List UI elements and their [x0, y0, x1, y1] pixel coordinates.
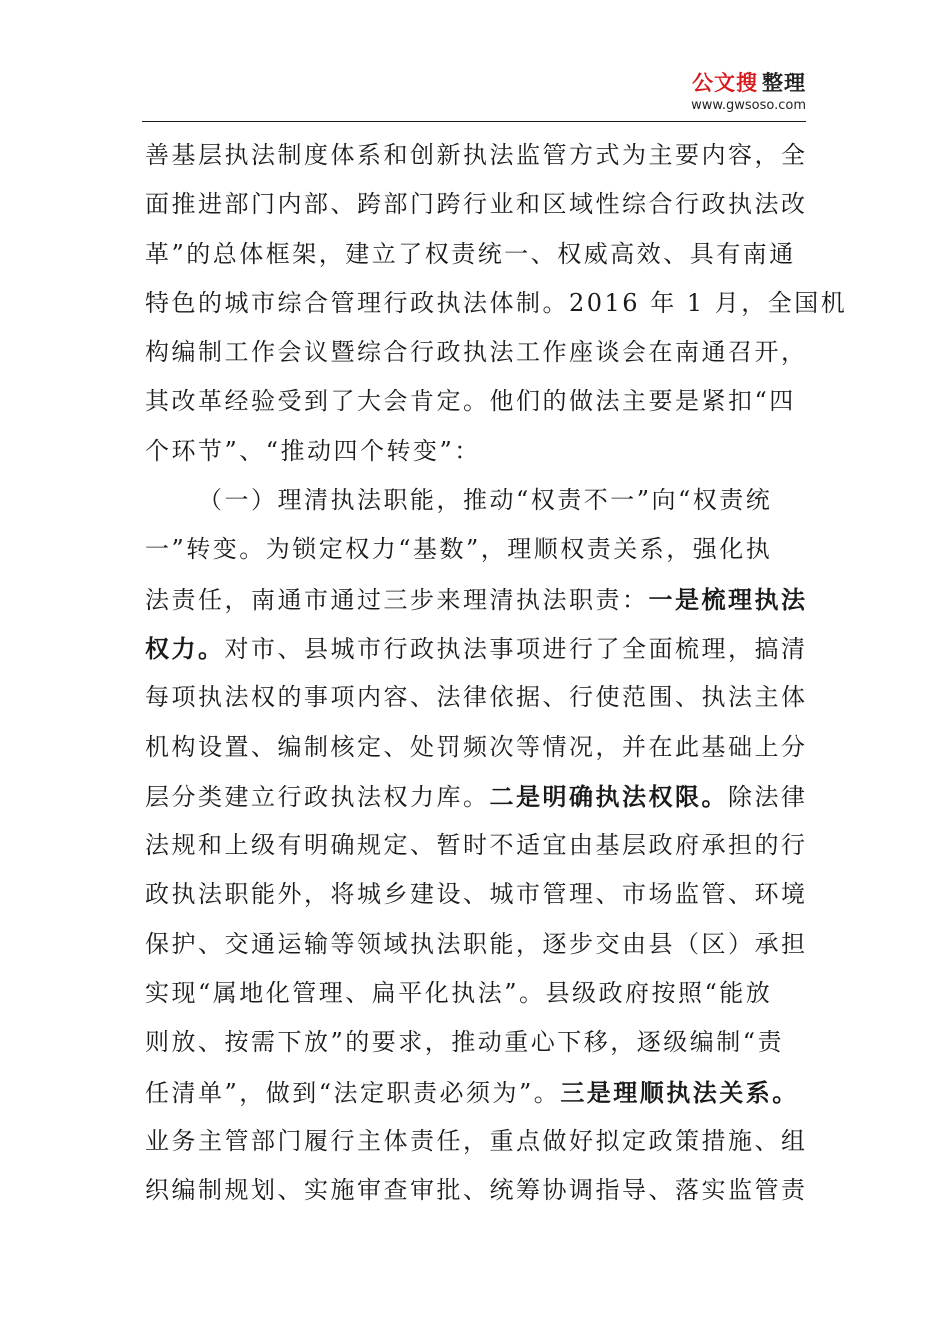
text-line [145, 525, 825, 574]
bold-text-segment: 三是理顺执法关系。 [560, 1077, 799, 1107]
text-line [145, 131, 825, 180]
text-segment: 实现“属地化管理、扁平化执法”。县级政府按照“能放 [145, 979, 773, 1008]
text-line [145, 328, 825, 377]
text-line [145, 575, 825, 624]
text-line [145, 180, 825, 229]
text-line [145, 1068, 825, 1117]
text-line [145, 920, 825, 969]
text-segment: 机构设置、编制核定、处罚频次等情况，并在此基础上分 [145, 732, 808, 761]
text-line [145, 427, 825, 476]
text-line [145, 476, 825, 525]
header-divider [142, 121, 806, 122]
text-segment: 保护、交通运输等领域执法职能，逐步交由县（区）承担 [145, 929, 808, 958]
text-line [145, 279, 848, 328]
text-segment: 构编制工作会议暨综合行政执法工作座谈会在南通召开， [145, 338, 808, 367]
text-line [145, 377, 825, 426]
text-line [145, 1117, 825, 1166]
brand-name [691, 70, 806, 96]
bold-text-segment: 权力。 [145, 633, 225, 663]
text-segment: 革”的总体框架，建立了权责统一、权威高效、具有南通 [145, 239, 796, 268]
text-segment: 政执法职能外，将城乡建设、城市管理、市场监管、环境 [145, 880, 808, 909]
text-line [145, 723, 825, 772]
text-line [145, 772, 825, 821]
text-segment: 层分类建立行政执法权力库。 [145, 782, 490, 811]
text-line [145, 821, 825, 870]
text-segment: 除法律 [728, 782, 808, 811]
text-segment: 对市、县城市行政执法事项进行了全面梳理，搞清 [224, 634, 808, 663]
text-line [145, 870, 825, 919]
text-segment: 织编制规划、实施审查审批、统筹协调指导、落实监管责 [145, 1176, 808, 1205]
text-segment: 法责任，南通市通过三步来理清执法职责： [145, 585, 649, 614]
watermark-brand [691, 70, 806, 114]
bold-text-segment: 一是梳理执法 [648, 584, 808, 614]
text-segment: 法规和上级有明确规定、暂时不适宜由基层政府承担的行 [145, 831, 808, 860]
text-segment: 特色的城市综合管理行政执法体制。2016 年 1 月，全国机 [145, 288, 848, 317]
text-segment: 任清单”，做到“法定职责必须为”。 [145, 1078, 561, 1107]
text-segment: 则放、按需下放”的要求，推动重心下移，逐级编制“责 [145, 1028, 785, 1057]
brand-name-red: 公文搜 [692, 71, 758, 95]
brand-url: www.gwsoso.com [691, 98, 806, 113]
text-line [145, 1018, 825, 1067]
text-line [145, 1166, 825, 1215]
document-body [145, 131, 848, 1216]
brand-name-black: 整理 [762, 71, 806, 95]
text-segment: （一）理清执法职能，推动“权责不一”向“权责统 [198, 486, 773, 515]
text-segment: 其改革经验受到了大会肯定。他们的做法主要是紧扣“四 [145, 387, 796, 416]
text-segment: 善基层执法制度体系和创新执法监管方式为主要内容，全 [145, 141, 808, 169]
text-segment: 个环节”、“推动四个转变”： [145, 436, 481, 465]
text-line [145, 624, 825, 673]
text-segment: 面推进部门内部、跨部门跨行业和区域性综合行政执法改 [145, 190, 808, 219]
text-line [145, 969, 825, 1018]
text-line [145, 230, 825, 279]
text-segment: 一”转变。为锁定权力“基数”，理顺权责关系，强化执 [145, 535, 773, 564]
text-segment: 业务主管部门履行主体责任，重点做好拟定政策措施、组 [145, 1126, 808, 1155]
text-segment: 每项执法权的事项内容、法律依据、行使范围、执法主体 [145, 683, 808, 712]
text-line [145, 673, 825, 722]
bold-text-segment: 二是明确执法权限。 [489, 781, 728, 811]
